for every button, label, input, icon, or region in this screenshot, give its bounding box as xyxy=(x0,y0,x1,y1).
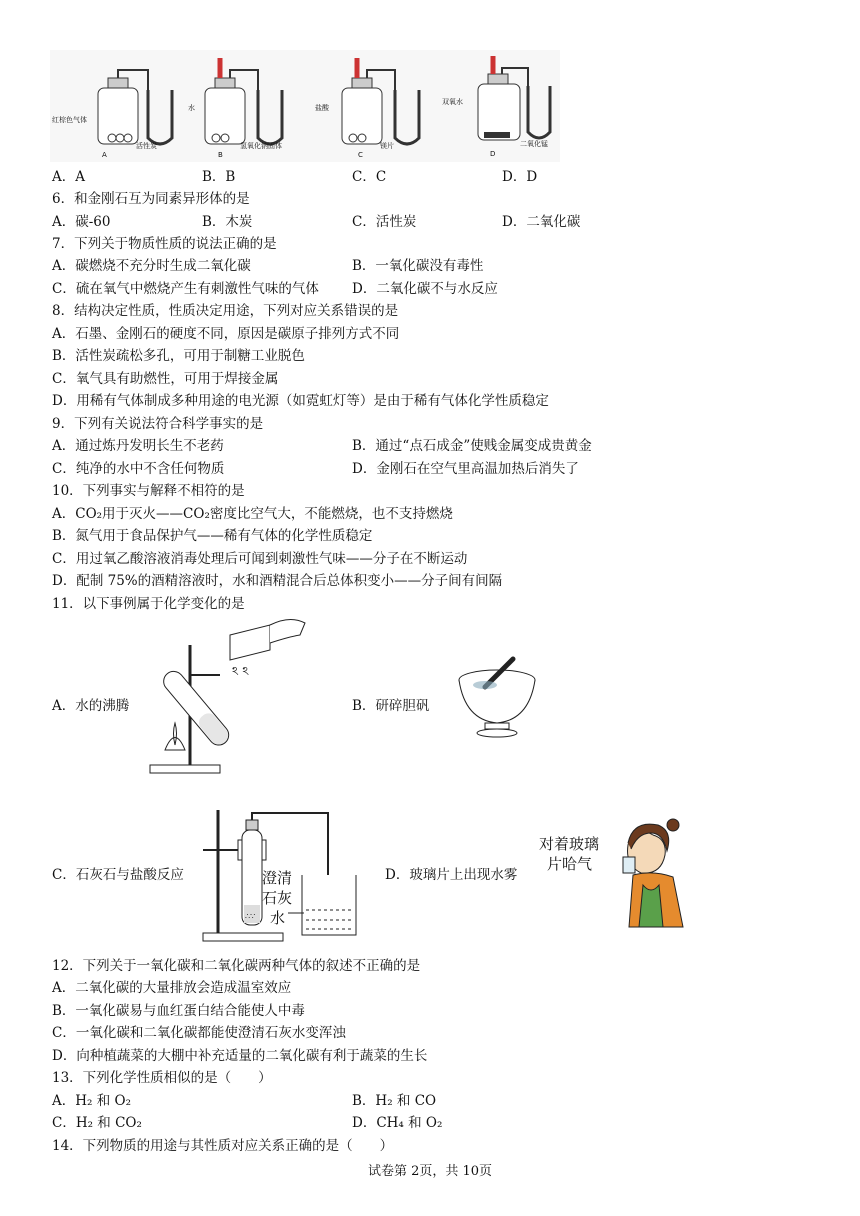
q10-option-c: C．用过氧乙酸溶液消毒处理后可闻到刺激性气味——分子在不断运动 xyxy=(52,551,468,567)
breath-label-2: 片哈气 xyxy=(547,855,593,873)
q6-option-a: A．碳-60 xyxy=(52,214,111,230)
q8-option-a: A．石墨、金刚石的硬度不同，原因是碳原子排列方式不同 xyxy=(52,326,400,342)
q11-option-a: A．水的沸腾 xyxy=(52,698,130,714)
q5-option-b: B．B xyxy=(202,169,236,185)
q9-option-a: A．通过炼丹发明长生不老药 xyxy=(52,438,224,454)
label-water: 水 xyxy=(188,104,195,112)
q5-option-c: C．C xyxy=(352,169,387,185)
q10-option-b: B．氮气用于食品保护气——稀有气体的化学性质稳定 xyxy=(52,528,373,544)
q12-option-a: A．二氧化碳的大量排放会造成温室效应 xyxy=(52,980,292,996)
q12-option-b: B．一氧化碳易与血红蛋白结合能使人中毒 xyxy=(52,1003,305,1019)
limewater-label-2: 石灰 xyxy=(262,889,293,907)
q11-option-c: C．石灰石与盐酸反应 xyxy=(52,867,184,883)
mortar-figure xyxy=(455,655,540,745)
q6-option-d: D．二氧化碳 xyxy=(502,214,581,230)
q13-option-d: D．CH₄ 和 O₂ xyxy=(352,1115,443,1131)
q12-stem: 12．下列关于一氧化碳和二氧化碳两种气体的叙述不正确的是 xyxy=(52,958,421,974)
q7-option-b: B．一氧化碳没有毒性 xyxy=(352,258,484,274)
q8-option-b: B．活性炭疏松多孔，可用于制糖工业脱色 xyxy=(52,348,305,364)
q11-option-b: B．研碎胆矾 xyxy=(352,698,430,714)
breath-label-1: 对着玻璃 xyxy=(539,835,600,853)
q10-option-a: A．CO₂用于灭火——CO₂密度比空气大，不能燃烧，也不支持燃烧 xyxy=(52,506,453,522)
q5-option-d: D．D xyxy=(502,169,538,185)
caption-d: D xyxy=(490,150,496,158)
apparatus-figure xyxy=(50,50,560,162)
q10-stem: 10．下列事实与解释不相符的是 xyxy=(52,483,245,499)
q7-option-a: A．碳燃烧不充分时生成二氧化碳 xyxy=(52,258,251,274)
q8-option-d: D．用稀有气体制成多种用途的电光源（如霓虹灯等）是由于稀有气体化学性质稳定 xyxy=(52,393,549,409)
breath-on-glass-figure xyxy=(533,815,698,930)
q9-option-c: C．纯净的水中不含任何物质 xyxy=(52,461,225,477)
limewater-label-1: 澄清 xyxy=(262,869,293,887)
q7-stem: 7．下列关于物质性质的说法正确的是 xyxy=(52,236,277,252)
label-naoh: 氢氧化钠固体 xyxy=(240,142,282,150)
q13-option-c: C．H₂ 和 CO₂ xyxy=(52,1115,142,1131)
q7-option-c: C．硫在氧气中燃烧产生有刺激性气味的气体 xyxy=(52,281,319,297)
q9-option-b: B．通过“点石成金”使贱金属变成贵黄金 xyxy=(352,438,592,454)
caption-a: A xyxy=(102,151,107,159)
svg-text:∴∵: ∴∵ xyxy=(245,912,256,921)
q9-stem: 9．下列有关说法符合科学事实的是 xyxy=(52,416,264,432)
page-footer: 试卷第 2页，共 10页 xyxy=(367,1164,493,1179)
caption-c: C xyxy=(358,151,363,159)
label-mno2: 二氧化锰 xyxy=(520,140,548,148)
q13-option-b: B．H₂ 和 CO xyxy=(352,1093,437,1109)
limewater-label-3: 水 xyxy=(270,909,286,927)
q14-stem: 14．下列物质的用途与其性质对应关系正确的是（ ） xyxy=(52,1138,394,1154)
q6-option-c: C．活性炭 xyxy=(352,214,417,230)
q8-option-c: C．氧气具有助燃性，可用于焊接金属 xyxy=(52,371,279,387)
q13-stem: 13．下列化学性质相似的是（ ） xyxy=(52,1070,272,1086)
label-magnesium: 镁片 xyxy=(380,142,394,150)
svg-text:ঽ ঽ: ঽ ঽ xyxy=(232,664,249,678)
q13-option-a: A．H₂ 和 O₂ xyxy=(52,1093,131,1109)
q11-stem: 11．以下事例属于化学变化的是 xyxy=(52,596,245,612)
boiling-water-figure xyxy=(140,615,310,780)
q5-option-a: A．A xyxy=(52,169,85,185)
q11-option-d: D．玻璃片上出现水雾 xyxy=(385,867,518,883)
q6-option-b: B．木炭 xyxy=(202,214,253,230)
label-red-brown-gas: 红棕色气体 xyxy=(52,116,87,124)
q12-option-d: D．向种植蔬菜的大棚中补充适量的二氧化碳有利于蔬菜的生长 xyxy=(52,1048,428,1064)
q6-stem: 6．和金刚石互为同素异形体的是 xyxy=(52,191,250,207)
q8-stem: 8．结构决定性质，性质决定用途，下列对应关系错误的是 xyxy=(52,303,399,319)
q9-option-d: D．金刚石在空气里高温加热后消失了 xyxy=(352,461,579,477)
label-hydrochloric-acid: 盐酸 xyxy=(315,104,329,112)
limestone-figure xyxy=(198,805,368,945)
q10-option-d: D．配制 75%的酒精溶液时，水和酒精混合后总体积变小——分子间有间隔 xyxy=(52,573,503,589)
q12-option-c: C．一氧化碳和二氧化碳都能使澄清石灰水变浑浊 xyxy=(52,1025,346,1041)
label-hydrogen-peroxide: 双氧水 xyxy=(442,98,463,106)
caption-b: B xyxy=(218,151,223,159)
q7-option-d: D．二氧化碳不与水反应 xyxy=(352,281,498,297)
label-activated-carbon: 活性炭 xyxy=(136,142,157,150)
